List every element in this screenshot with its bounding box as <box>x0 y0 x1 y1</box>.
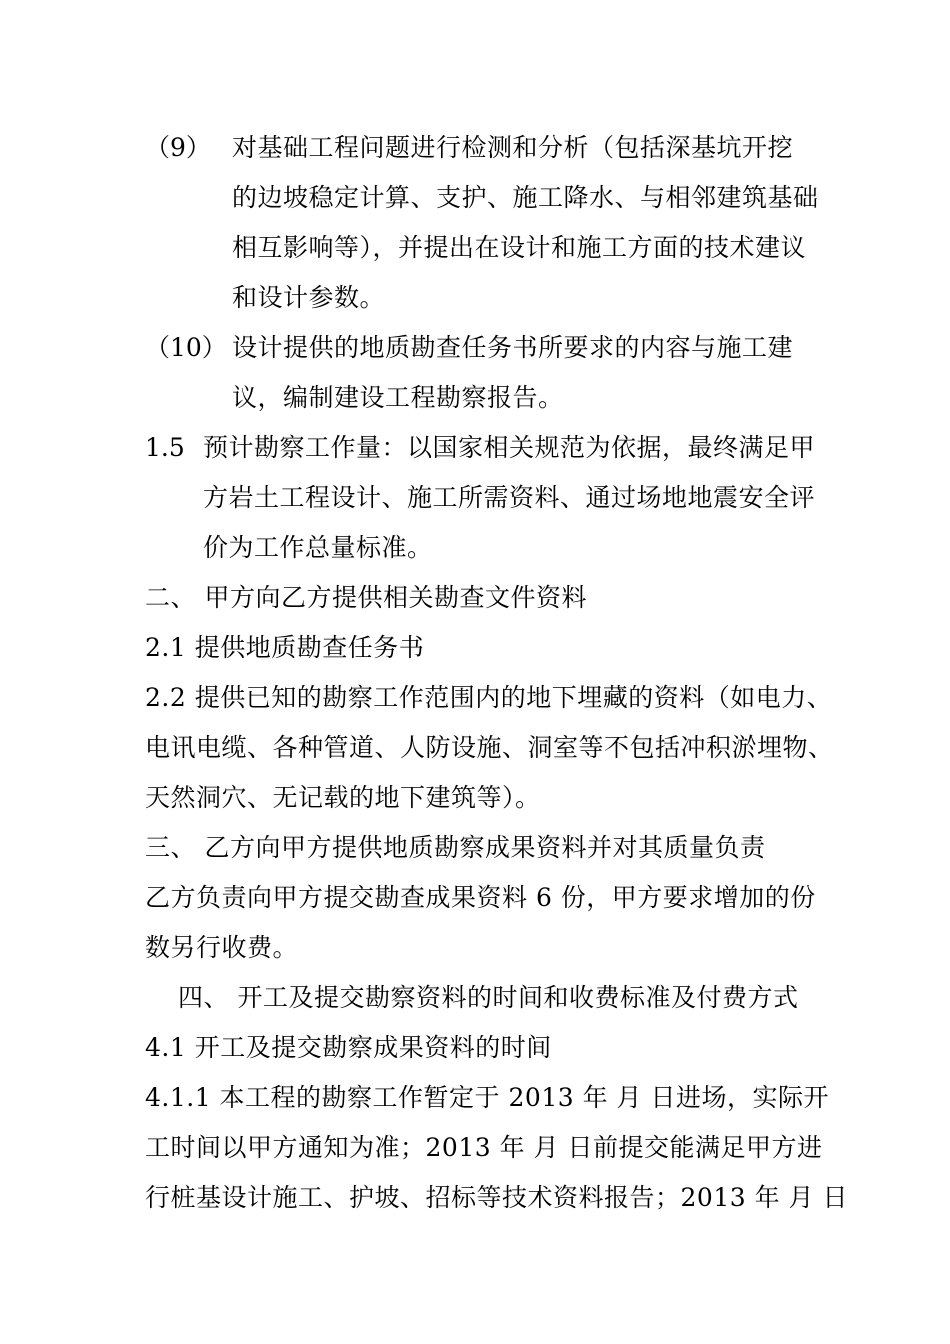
item-number: （9） <box>145 133 211 162</box>
section-1-5-line-1: 预计勘察工作量：以国家相关规范为依据，最终满足甲 <box>203 433 816 462</box>
section-3-heading: 三、 乙方向甲方提供地质勘察成果资料并对其质量负责 <box>145 833 766 862</box>
section-1-5-line-3: 价为工作总量标准。 <box>203 533 433 562</box>
para-4-1-1-line-1: 4.1.1 本工程的勘察工作暂定于 2013 年 月 日进场，实际开 <box>145 1083 829 1112</box>
para-2-1: 2.1 提供地质勘查任务书 <box>145 633 425 662</box>
item-10-line-1: 设计提供的地质勘查任务书所要求的内容与施工建 <box>232 333 794 362</box>
para-4-1-1-line-3: 行桩基设计施工、护坡、招标等技术资料报告；2013 年 月 日 <box>145 1183 848 1212</box>
section-2-heading: 二、 甲方向乙方提供相关勘查文件资料 <box>145 583 587 612</box>
item-9-line-2: 的边坡稳定计算、支护、施工降水、与相邻建筑基础 <box>232 183 819 212</box>
para-2-2-line-3: 天然洞穴、无记载的地下建筑等）。 <box>145 783 541 812</box>
item-number: （10） <box>145 333 227 362</box>
section-4-heading: 四、 开工及提交勘察资料的时间和收费标准及付费方式 <box>178 983 799 1012</box>
section-number: 1.5 <box>145 433 185 462</box>
section-3-body-line-2: 数另行收费。 <box>145 933 299 962</box>
para-2-2-line-2: 电讯电缆、各种管道、人防设施、洞室等不包括冲积淤埋物、 <box>145 733 834 762</box>
section-3-body-line-1: 乙方负责向甲方提交勘查成果资料 6 份，甲方要求增加的份 <box>145 883 816 912</box>
para-2-2-line-1: 2.2 提供已知的勘察工作范围内的地下埋藏的资料（如电力、 <box>145 683 833 712</box>
item-9-line-3: 相互影响等），并提出在设计和施工方面的技术建议 <box>232 233 807 262</box>
item-9-line-4: 和设计参数。 <box>232 283 386 312</box>
item-10-line-2: 议，编制建设工程勘察报告。 <box>232 383 564 412</box>
para-4-1: 4.1 开工及提交勘察成果资料的时间 <box>145 1033 552 1062</box>
item-9-line-1: 对基础工程问题进行检测和分析（包括深基坑开挖 <box>232 133 794 162</box>
para-4-1-1-line-2: 工时间以甲方通知为准；2013 年 月 日前提交能满足甲方进 <box>145 1133 823 1162</box>
section-1-5-line-2: 方岩土工程设计、施工所需资料、通过场地地震安全评 <box>203 483 816 512</box>
